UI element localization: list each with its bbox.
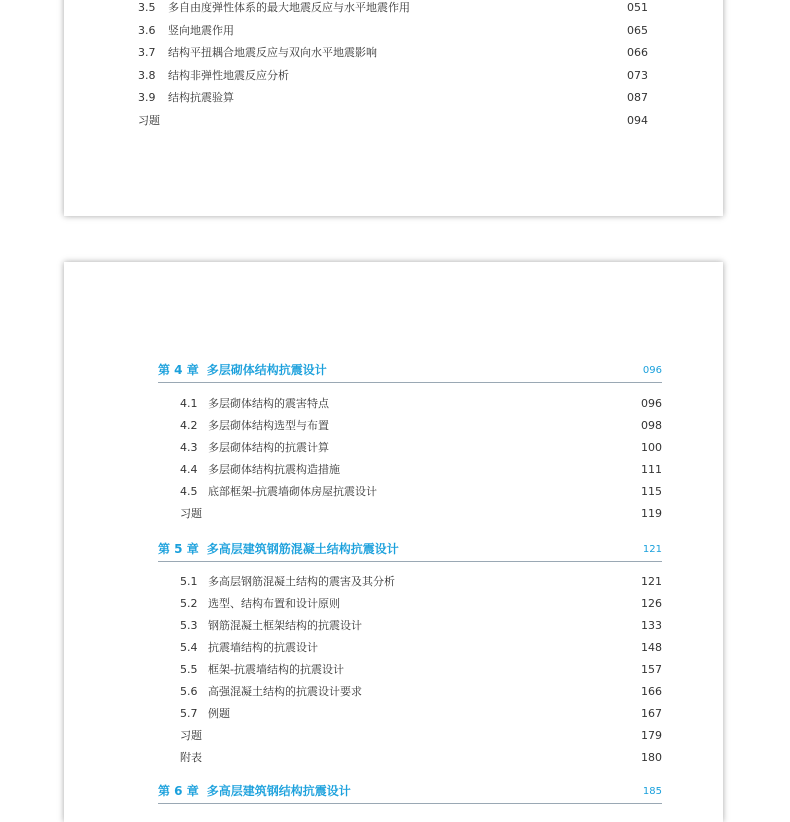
section-title: 抗震墙结构的抗震设计 (208, 641, 318, 654)
toc-exercises[interactable] (180, 506, 662, 522)
page-number: 133 (641, 619, 662, 632)
page-number: 180 (641, 751, 662, 764)
section-number: 5.5 (180, 663, 198, 676)
chapter-heading[interactable] (158, 362, 662, 383)
page-number: 087 (627, 91, 648, 104)
section-title: 选型、结构布置和设计原则 (208, 597, 340, 610)
toc-entry[interactable] (180, 618, 662, 634)
section-number: 5.7 (180, 707, 198, 720)
section-number: 5.1 (180, 575, 198, 588)
toc-entry[interactable] (180, 706, 662, 722)
section-title: 高强混凝土结构的抗震设计要求 (208, 685, 362, 698)
toc-entry[interactable] (138, 45, 648, 61)
toc-entry[interactable] (138, 0, 648, 16)
toc-entry[interactable] (180, 396, 662, 412)
section-number: 4.5 (180, 485, 198, 498)
toc-entry[interactable] (138, 90, 648, 106)
section-number: 3.6 (138, 24, 156, 37)
section-number: 5.2 (180, 597, 198, 610)
chapter-page-number: 096 (642, 365, 662, 376)
section-title: 结构平扭耦合地震反应与双向水平地震影响 (168, 46, 377, 59)
chapter-title: 多高层建筑钢结构抗震设计 (206, 784, 351, 798)
section-title: 钢筋混凝土框架结构的抗震设计 (208, 619, 362, 632)
page-number: 065 (627, 24, 648, 37)
chapter-page-number: 185 (642, 786, 662, 797)
section-title: 竖向地震作用 (168, 24, 234, 37)
page-number: 098 (641, 419, 662, 432)
section-number: 4.2 (180, 419, 198, 432)
page-number: 179 (641, 729, 662, 742)
section-title: 多层砌体结构选型与布置 (208, 419, 329, 432)
section-number: 5.4 (180, 641, 198, 654)
section-number: 4.1 (180, 397, 198, 410)
toc-entry[interactable] (180, 484, 662, 500)
section-number: 4.4 (180, 463, 198, 476)
toc-entry[interactable] (138, 23, 648, 39)
page-number: 148 (641, 641, 662, 654)
page-number: 115 (641, 485, 662, 498)
section-number: 4.3 (180, 441, 198, 454)
section-number: 3.5 (138, 1, 156, 14)
page-number: 167 (641, 707, 662, 720)
exercises-label: 习题 (138, 114, 160, 127)
section-number: 5.3 (180, 619, 198, 632)
toc-entry[interactable] (180, 440, 662, 456)
section-title: 多自由度弹性体系的最大地震反应与水平地震作用 (168, 1, 410, 14)
section-title: 多高层钢筋混凝土结构的震害及其分析 (208, 575, 395, 588)
exercises-label: 习题 (180, 507, 202, 520)
section-title: 例题 (208, 707, 230, 720)
chapter-heading[interactable] (158, 541, 662, 562)
page-number: 126 (641, 597, 662, 610)
toc-page-previous (64, 0, 723, 216)
page-number: 066 (627, 46, 648, 59)
chapter-number: 第 6 章 (158, 784, 199, 798)
section-title: 多层砌体结构的抗震计算 (208, 441, 329, 454)
toc-entry[interactable] (180, 462, 662, 478)
toc-exercises[interactable] (180, 728, 662, 744)
toc-page-current (64, 262, 723, 822)
page-number: 119 (641, 507, 662, 520)
page-number: 096 (641, 397, 662, 410)
section-number: 3.7 (138, 46, 156, 59)
section-number: 3.9 (138, 91, 156, 104)
toc-entry[interactable] (180, 418, 662, 434)
page-number: 094 (627, 114, 648, 127)
exercises-label: 习题 (180, 729, 202, 742)
chapter-title: 多层砌体结构抗震设计 (206, 363, 327, 377)
chapter-title: 多高层建筑钢筋混凝土结构抗震设计 (206, 542, 399, 556)
chapter-page-number: 121 (642, 544, 662, 555)
page-number: 073 (627, 69, 648, 82)
page-number: 051 (627, 1, 648, 14)
toc-entry[interactable] (180, 596, 662, 612)
chapter-number: 第 5 章 (158, 542, 199, 556)
section-title: 结构非弹性地震反应分析 (168, 69, 289, 82)
page-number: 157 (641, 663, 662, 676)
section-number: 3.8 (138, 69, 156, 82)
toc-entry[interactable] (138, 68, 648, 84)
toc-entry[interactable] (180, 662, 662, 678)
section-title: 结构抗震验算 (168, 91, 234, 104)
toc-entry[interactable] (180, 684, 662, 700)
chapter-heading[interactable] (158, 783, 662, 804)
chapter-number: 第 4 章 (158, 363, 199, 377)
page-number: 100 (641, 441, 662, 454)
section-title: 多层砌体结构的震害特点 (208, 397, 329, 410)
page-number: 121 (641, 575, 662, 588)
section-title: 底部框架-抗震墙砌体房屋抗震设计 (208, 485, 377, 498)
section-number: 5.6 (180, 685, 198, 698)
page-number: 111 (641, 463, 662, 476)
appendix-label: 附表 (180, 751, 202, 764)
toc-appendix[interactable] (180, 750, 662, 766)
toc-entry[interactable] (180, 640, 662, 656)
toc-exercises[interactable] (138, 113, 648, 129)
section-title: 多层砌体结构抗震构造措施 (208, 463, 340, 476)
page-number: 166 (641, 685, 662, 698)
toc-entry[interactable] (180, 574, 662, 590)
section-title: 框架-抗震墙结构的抗震设计 (208, 663, 344, 676)
